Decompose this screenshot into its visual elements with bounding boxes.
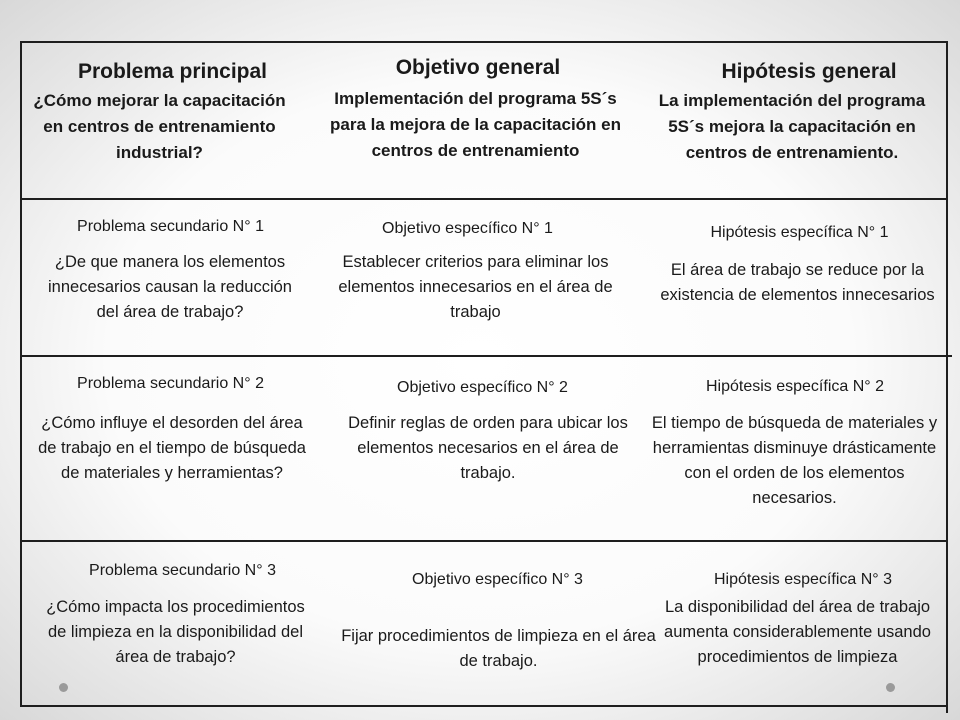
hipotesis-especifica-3-text: La disponibilidad del área de trabajo aumenta considerablemente usando procedimientos de limpieza — [664, 598, 931, 666]
left-border — [20, 41, 22, 707]
hipotesis-general-text: La implementación del programa 5S´s mejora la capacitación en centros de entrenamiento. — [658, 91, 926, 162]
objetivo-especifico-3-text: Fijar procedimientos de limpieza en el área de trabajo. — [341, 627, 656, 670]
objetivo-especifico-2-label: Objetivo específico N° 2 — [397, 379, 568, 396]
objetivo-especifico-2-text: Definir reglas de orden para ubicar los elementos necesarios en el área de trabajo. — [348, 414, 628, 482]
bottom-border — [20, 705, 948, 707]
objetivo-general-text: Implementación del programa 5S´s para la mejora de la capacitación en centros de entrenamiento — [329, 89, 622, 160]
objetivo-especifico-1-label: Objetivo específico N° 1 — [382, 220, 553, 237]
objetivo-especifico-3-label: Objetivo específico N° 3 — [412, 571, 583, 588]
problema-secundario-1-label: Problema secundario N° 1 — [77, 218, 264, 235]
hipotesis-general-title: Hipótesis general — [721, 60, 897, 83]
hipotesis-especifica-1-label: Hipótesis específica N° 1 — [710, 224, 889, 241]
problema-principal-text: ¿Cómo mejorar la capacitación en centros de entrenamiento industrial? — [33, 91, 286, 162]
problema-secundario-2-label: Problema secundario N° 2 — [77, 375, 264, 392]
hipotesis-especifica-2-label: Hipótesis específica N° 2 — [705, 378, 885, 395]
hipotesis-especifica-2-text: El tiempo de búsqueda de materiales y herramientas disminuye drásticamente con el orden de los elementos necesarios. — [651, 414, 938, 507]
problema-principal-title: Problema principal — [77, 60, 268, 83]
right-border — [946, 41, 948, 713]
objetivo-especifico-1-text: Establecer criterios para eliminar los elementos innecesarios en el área de trabajo — [338, 253, 613, 321]
decorative-dot-right — [886, 683, 895, 692]
row-divider-2 — [20, 355, 952, 357]
problema-secundario-1-text: ¿De que manera los elementos innecesarios causan la reducción del área de trabajo? — [48, 253, 292, 321]
top-border — [20, 41, 948, 43]
objetivo-general-title: Objetivo general — [395, 56, 561, 79]
problema-secundario-2-text: ¿Cómo influye el desorden del área de trabajo en el tiempo de búsqueda de materiales y herramientas? — [38, 414, 306, 482]
hipotesis-especifica-3-label: Hipótesis específica N° 3 — [713, 571, 893, 588]
problema-secundario-3-label: Problema secundario N° 3 — [89, 562, 276, 579]
row-divider-3 — [20, 540, 948, 542]
decorative-dot-left — [59, 683, 68, 692]
hipotesis-especifica-1-text: El área de trabajo se reduce por la existencia de elementos innecesarios — [660, 261, 935, 304]
problema-secundario-3-text: ¿Cómo impacta los procedimientos de limpieza en la disponibilidad del área de trabajo? — [46, 598, 305, 666]
row-divider-1 — [20, 198, 948, 200]
